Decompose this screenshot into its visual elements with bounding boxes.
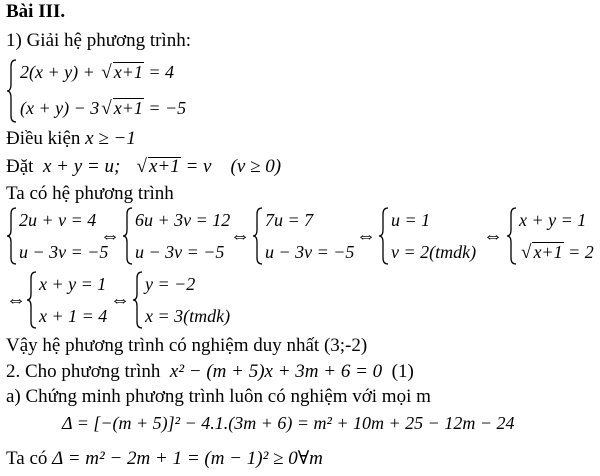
conclusion-line: Vậy hệ phương trình có nghiệm duy nhất (3;-2) xyxy=(6,335,368,356)
chain1-system-4: u = 1 v = 2(tmdk) xyxy=(378,206,488,266)
equivalence-arrow: ⇔ xyxy=(110,289,130,311)
chain2-system-1: x + y = 1 x + 1 = 4 xyxy=(26,270,126,330)
condition-line: Điều kiện x ≥ −1 xyxy=(6,128,136,149)
delta-line: Δ = [−(m + 5)]² − 4.1.(3m + 6) = m² + 10m + 25 − 12m − 24 xyxy=(62,413,515,433)
part2-heading: 2. Cho phương trình x² − (m + 5)x + 3m + 6 = 0 (1) xyxy=(6,361,414,382)
chain1-system-2: 6u + 3v = 12 u − 3v = −5 xyxy=(122,206,252,266)
chain1-system-3: 7u = 7 u − 3v = −5 xyxy=(252,206,372,266)
chain2-system-2: y = −2 x = 3(tmdk) xyxy=(132,270,252,330)
original-system xyxy=(6,58,246,124)
equivalence-arrow: ⇔ xyxy=(6,289,26,311)
system-row-2: (x + y) − 3 √ x+1 = −5 xyxy=(20,98,187,119)
system-brace xyxy=(6,58,18,124)
section-title: Bài III. xyxy=(6,1,66,22)
intro-line: Ta có hệ phương trình xyxy=(6,183,174,204)
delta-final-line: Ta có Δ = m² − 2m + 1 = (m − 1)² ≥ 0∀m xyxy=(6,448,323,469)
part1-heading: 1) Giải hệ phương trình: xyxy=(6,30,191,51)
chain1-system-1: 2u + v = 4 u − 3v = −5 xyxy=(6,206,126,266)
equivalence-arrow: ⇔ xyxy=(483,225,503,247)
equivalence-arrow: ⇔ xyxy=(100,225,120,247)
system-row-1: 2(x + y) + √ x+1 = 4 xyxy=(20,62,174,83)
chain1-system-5: x + y = 1 √ x+1 = 2 xyxy=(506,206,600,266)
part2-a-heading: a) Chứng minh phương trình luôn có nghiệm với mọi m xyxy=(6,386,431,407)
equivalence-arrow: ⇔ xyxy=(356,225,376,247)
substitution-line: Đặt x + y = u; √ x+1 = v (v ≥ 0) xyxy=(6,156,282,177)
equivalence-arrow: ⇔ xyxy=(230,225,250,247)
